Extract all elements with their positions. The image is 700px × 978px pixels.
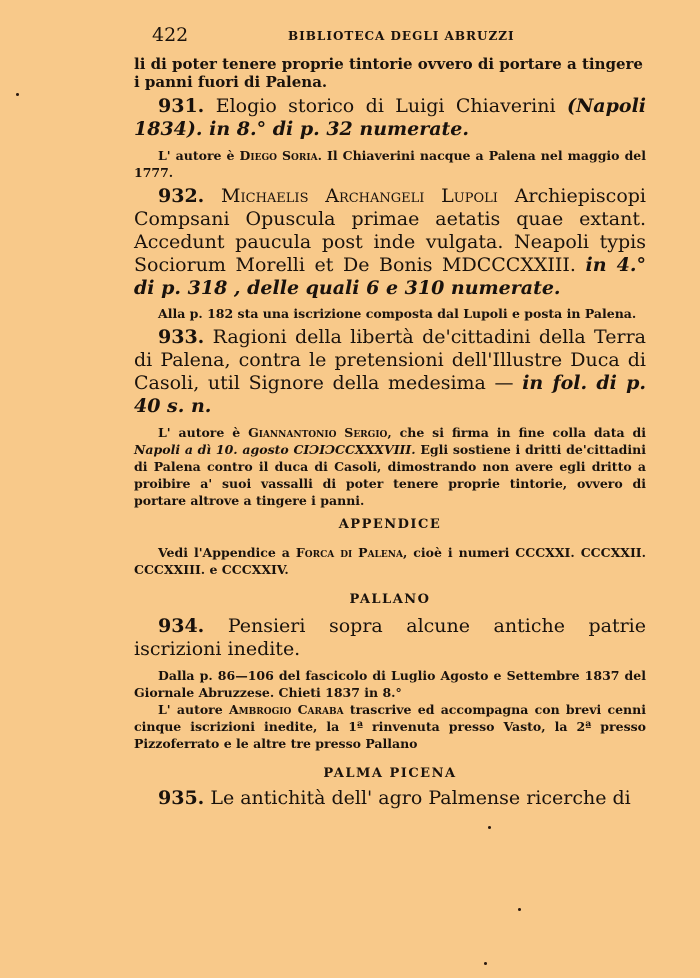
entry-933	[134, 326, 646, 418]
ink-speck	[16, 93, 19, 96]
entry-title: Elogio storico di Luigi Chiaverini	[215, 95, 556, 117]
entry-imprint: in fol. di p. 40 s. n.	[134, 372, 646, 417]
page-body	[134, 55, 646, 810]
entry-931	[134, 95, 646, 141]
note-934-author: L' autore Ambrogio Caraba trascrive ed accompagna con brevi cenni cinque iscrizioni inedite, la 1ª rinvenuta presso Vasto, la 2ª presso Pizzoferrato e le altre tre presso Pallano	[134, 702, 646, 751]
note-author: Diego Soria	[239, 148, 318, 163]
cross-reference: Forca di Palena	[295, 545, 403, 560]
note-933: L' autore è Giannantonio Sergio, che si firma in fine colla data di Napoli a dì 10. agosto CIƆIƆCCXXXVIII. Egli sostiene i dritti de'cittadini di Palena contro il duca di Casoli, dimostrando non avere egli dritto a proibire a' suoi vassalli di poter tenere proprie tintorie, ovvero di portare altrove a tingere i panni.	[134, 425, 646, 508]
continuation-text: li di poter tenere proprie tintorie ovvero di portare a tingere i panni fuori di Palena.	[134, 55, 643, 91]
entry-title: Le antichità dell' agro Palmense ricerche di	[210, 787, 631, 809]
entry-title: Pensieri sopra alcune antiche patrie iscrizioni inedite.	[134, 615, 646, 660]
page-header	[152, 24, 652, 48]
page-number: 422	[152, 24, 189, 46]
entry-title: Archiepiscopi Compsani Opuscula primae aetatis quae extant. Accedunt paucula post inde vulgata. Neapoli typis Sociorum Morelli et De Bonis MDCCCXXIII.	[134, 185, 647, 276]
note-934-source: Dalla p. 86—106 del fascicolo di Luglio Agosto e Settembre 1837 del Giornale Abruzzese. Chieti 1837 in 8.°	[134, 668, 646, 700]
note-932: Alla p. 182 sta una iscrizione composta dal Lupoli e posta in Palena.	[158, 306, 637, 321]
entry-number: 935.	[158, 787, 205, 809]
section-heading-appendice: APPENDICE	[338, 517, 442, 532]
entry-number: 931.	[158, 95, 205, 117]
entry-number: 932.	[158, 185, 205, 207]
section-heading-pallano: PALLANO	[349, 592, 431, 607]
section-heading-palma-picena: PALMA PICENA	[323, 766, 457, 781]
note-author: Giannantonio Sergio	[248, 425, 388, 440]
entry-935	[134, 787, 646, 810]
running-title: BIBLIOTECA DEGLI ABRUZZI	[288, 29, 515, 43]
note-author: Ambrogio Caraba	[228, 702, 344, 717]
entry-imprint: (Napoli 1834). in 8.° di p. 32 numerate.	[134, 95, 647, 140]
ink-speck	[518, 908, 521, 911]
entry-imprint: in 4.° di p. 318 , delle quali 6 e 310 numerate.	[134, 254, 647, 299]
note-931: L' autore è Diego Soria. Il Chiaverini nacque a Palena nel maggio del 1777.	[134, 148, 647, 180]
entry-author: Michaelis Archangeli Lupoli	[221, 185, 498, 207]
entry-934	[134, 615, 646, 661]
entry-number: 933.	[158, 326, 205, 348]
ink-speck	[484, 962, 487, 965]
appendice-text: Vedi l'Appendice a Forca di Palena, cioè i numeri CCCXXI. CCCXXII. CCCXXIII. e CCCXXIV.	[134, 545, 647, 577]
ink-speck	[488, 826, 491, 829]
entry-932	[134, 185, 646, 300]
entry-number: 934.	[158, 615, 205, 637]
entry-title: Ragioni della libertà de'cittadini della Terra di Palena, contra le pretensioni dell'Illustre Duca di Casoli, util Signore della medesima —	[134, 326, 646, 394]
